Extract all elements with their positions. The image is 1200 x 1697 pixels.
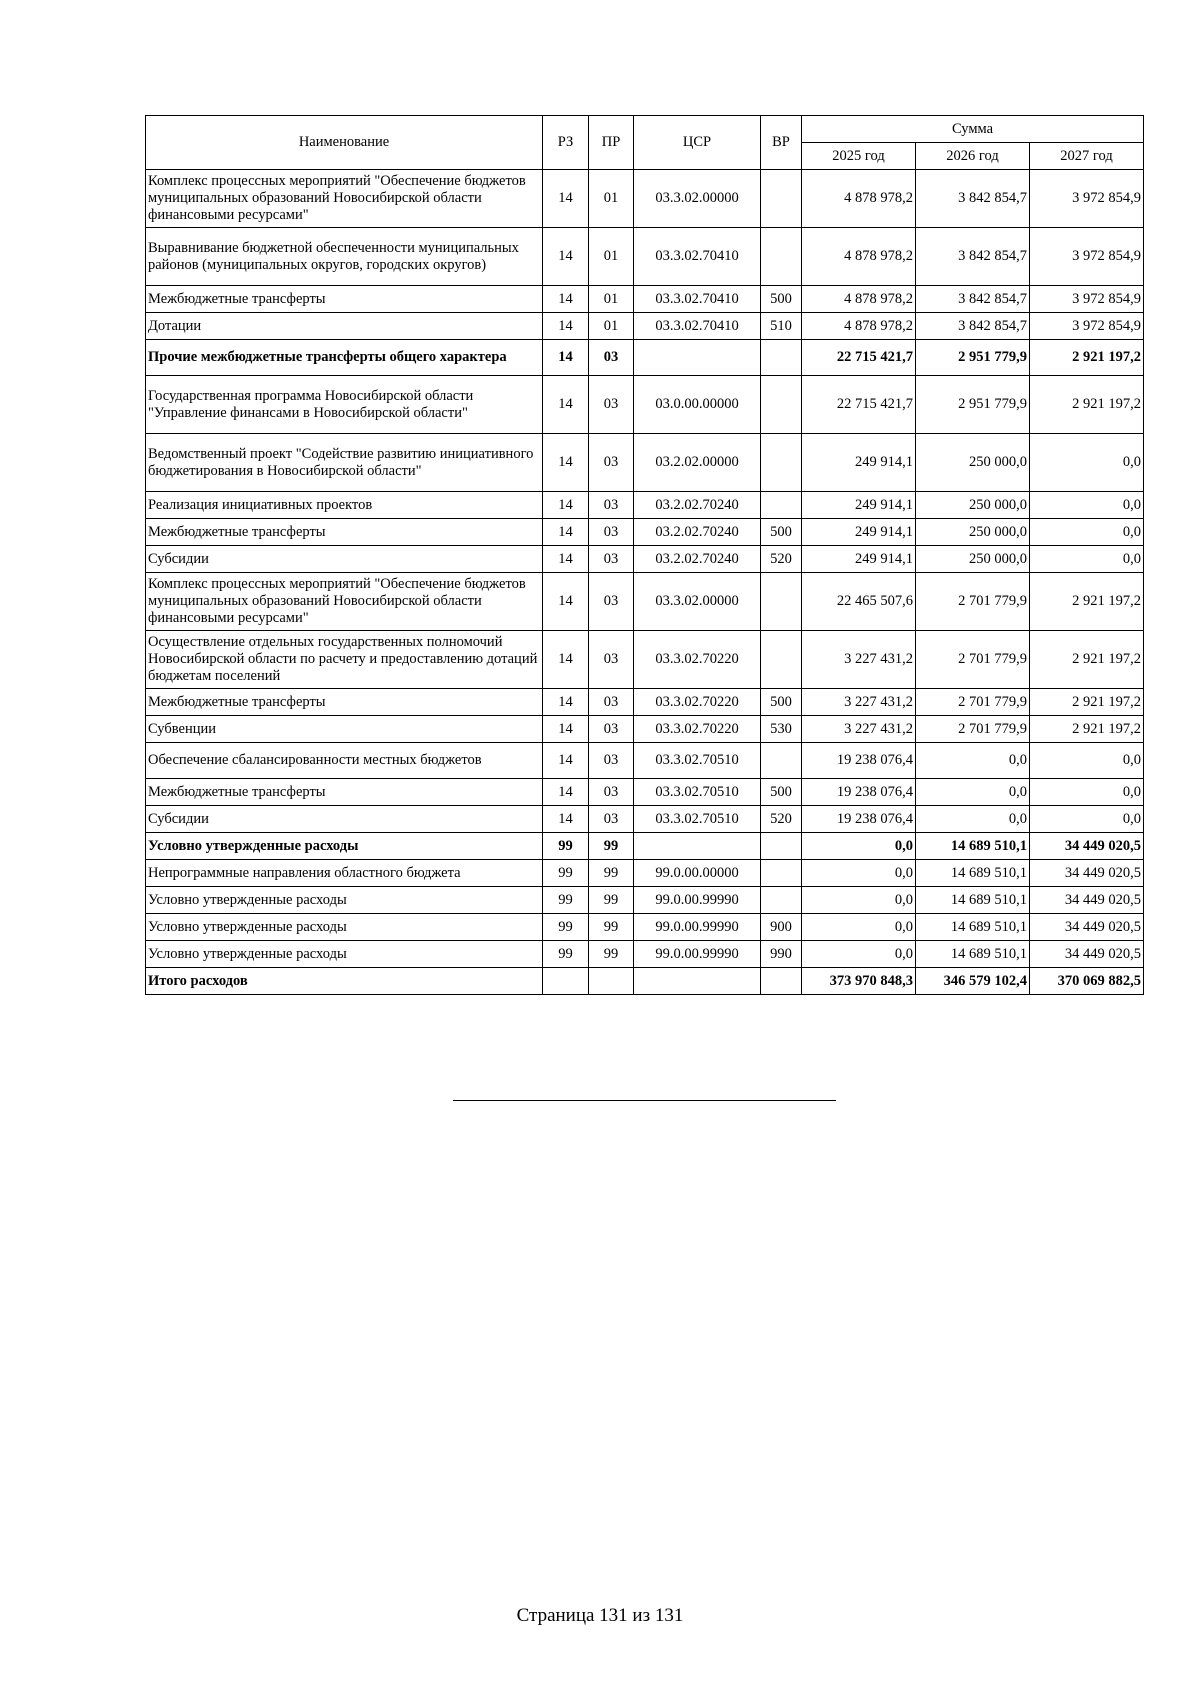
cell-pr: 99 <box>589 860 634 887</box>
cell-csr: 99.0.00.99990 <box>634 914 761 941</box>
cell-y2026: 250 000,0 <box>916 546 1030 573</box>
cell-y2025: 249 914,1 <box>802 546 916 573</box>
cell-rz: 14 <box>543 743 589 779</box>
header-pr: ПР <box>589 116 634 170</box>
cell-name: Условно утвержденные расходы <box>146 887 543 914</box>
cell-name: Субсидии <box>146 546 543 573</box>
cell-y2026: 14 689 510,1 <box>916 914 1030 941</box>
cell-y2026: 14 689 510,1 <box>916 941 1030 968</box>
cell-y2026: 2 701 779,9 <box>916 631 1030 689</box>
cell-csr: 03.3.02.70220 <box>634 716 761 743</box>
cell-pr: 03 <box>589 689 634 716</box>
cell-name: Непрограммные направления областного бюджета <box>146 860 543 887</box>
cell-rz: 14 <box>543 340 589 376</box>
cell-rz: 14 <box>543 806 589 833</box>
cell-vr <box>761 743 802 779</box>
cell-y2027: 2 921 197,2 <box>1030 573 1144 631</box>
cell-y2025: 0,0 <box>802 860 916 887</box>
header-sum: Сумма <box>802 116 1144 143</box>
cell-csr <box>634 968 761 995</box>
cell-y2026: 0,0 <box>916 743 1030 779</box>
cell-y2027: 0,0 <box>1030 519 1144 546</box>
header-csr: ЦСР <box>634 116 761 170</box>
cell-y2025: 4 878 978,2 <box>802 170 916 228</box>
cell-vr: 500 <box>761 519 802 546</box>
cell-y2025: 0,0 <box>802 887 916 914</box>
cell-name: Дотации <box>146 313 543 340</box>
cell-vr: 990 <box>761 941 802 968</box>
cell-csr: 99.0.00.99990 <box>634 887 761 914</box>
cell-vr: 510 <box>761 313 802 340</box>
cell-pr: 03 <box>589 806 634 833</box>
cell-name: Межбюджетные трансферты <box>146 286 543 313</box>
cell-vr: 530 <box>761 716 802 743</box>
cell-y2027: 2 921 197,2 <box>1030 631 1144 689</box>
cell-pr: 03 <box>589 573 634 631</box>
cell-y2027: 2 921 197,2 <box>1030 716 1144 743</box>
cell-pr: 03 <box>589 743 634 779</box>
cell-y2026: 3 842 854,7 <box>916 170 1030 228</box>
cell-y2027: 0,0 <box>1030 779 1144 806</box>
cell-y2027: 3 972 854,9 <box>1030 313 1144 340</box>
cell-name: Субсидии <box>146 806 543 833</box>
cell-pr: 01 <box>589 170 634 228</box>
cell-y2027: 370 069 882,5 <box>1030 968 1144 995</box>
cell-y2025: 22 715 421,7 <box>802 340 916 376</box>
cell-y2025: 4 878 978,2 <box>802 313 916 340</box>
cell-y2026: 2 701 779,9 <box>916 716 1030 743</box>
table-row <box>146 833 1144 860</box>
cell-csr: 03.0.00.00000 <box>634 376 761 434</box>
cell-y2027: 0,0 <box>1030 743 1144 779</box>
cell-vr <box>761 434 802 492</box>
cell-rz: 14 <box>543 716 589 743</box>
cell-name: Обеспечение сбалансированности местных бюджетов <box>146 743 543 779</box>
cell-y2026: 0,0 <box>916 806 1030 833</box>
budget-table <box>145 115 1144 995</box>
cell-pr: 03 <box>589 779 634 806</box>
table-row <box>146 573 1144 631</box>
cell-y2027: 34 449 020,5 <box>1030 914 1144 941</box>
cell-name: Прочие межбюджетные трансферты общего характера <box>146 340 543 376</box>
table-row <box>146 806 1144 833</box>
cell-csr: 03.3.02.70510 <box>634 779 761 806</box>
cell-rz: 14 <box>543 492 589 519</box>
cell-y2026: 250 000,0 <box>916 519 1030 546</box>
table-row <box>146 313 1144 340</box>
cell-y2025: 0,0 <box>802 914 916 941</box>
cell-pr: 01 <box>589 228 634 286</box>
header-rz: РЗ <box>543 116 589 170</box>
table-row <box>146 631 1144 689</box>
cell-vr <box>761 887 802 914</box>
cell-vr <box>761 170 802 228</box>
cell-vr <box>761 860 802 887</box>
cell-vr <box>761 833 802 860</box>
header-vr: ВР <box>761 116 802 170</box>
cell-y2025: 22 715 421,7 <box>802 376 916 434</box>
cell-vr <box>761 376 802 434</box>
cell-pr: 03 <box>589 376 634 434</box>
table-row <box>146 519 1144 546</box>
cell-y2025: 3 227 431,2 <box>802 689 916 716</box>
cell-csr: 03.2.02.00000 <box>634 434 761 492</box>
cell-y2027: 34 449 020,5 <box>1030 833 1144 860</box>
cell-csr: 03.3.02.00000 <box>634 573 761 631</box>
cell-name: Выравнивание бюджетной обеспеченности муниципальных районов (муниципальных округов, городских округов) <box>146 228 543 286</box>
cell-y2025: 249 914,1 <box>802 492 916 519</box>
cell-y2027: 34 449 020,5 <box>1030 860 1144 887</box>
cell-y2025: 19 238 076,4 <box>802 743 916 779</box>
table-row <box>146 887 1144 914</box>
cell-rz: 14 <box>543 376 589 434</box>
cell-y2027: 2 921 197,2 <box>1030 340 1144 376</box>
cell-y2026: 2 951 779,9 <box>916 340 1030 376</box>
cell-pr: 03 <box>589 340 634 376</box>
cell-name: Комплекс процессных мероприятий "Обеспечение бюджетов муниципальных образований Новосибирской области финансовыми ресурсами" <box>146 573 543 631</box>
cell-rz: 99 <box>543 887 589 914</box>
page-number: Страница 131 из 131 <box>516 1605 684 1626</box>
header-name: Наименование <box>146 116 543 170</box>
cell-rz: 99 <box>543 941 589 968</box>
cell-vr: 500 <box>761 779 802 806</box>
cell-y2026: 14 689 510,1 <box>916 860 1030 887</box>
cell-y2026: 250 000,0 <box>916 434 1030 492</box>
cell-rz: 14 <box>543 228 589 286</box>
cell-name: Межбюджетные трансферты <box>146 779 543 806</box>
cell-y2027: 3 972 854,9 <box>1030 228 1144 286</box>
cell-vr <box>761 631 802 689</box>
cell-vr: 500 <box>761 689 802 716</box>
table-row <box>146 860 1144 887</box>
cell-y2026: 346 579 102,4 <box>916 968 1030 995</box>
header-year-2026: 2026 год <box>916 143 1030 170</box>
cell-pr: 03 <box>589 631 634 689</box>
cell-y2025: 22 465 507,6 <box>802 573 916 631</box>
cell-csr: 03.3.02.70410 <box>634 228 761 286</box>
header-row-top <box>146 116 1144 143</box>
cell-rz: 99 <box>543 860 589 887</box>
cell-name: Межбюджетные трансферты <box>146 689 543 716</box>
cell-name: Реализация инициативных проектов <box>146 492 543 519</box>
table-row <box>146 376 1144 434</box>
table-row <box>146 546 1144 573</box>
cell-name: Итого расходов <box>146 968 543 995</box>
end-divider-line <box>453 1100 836 1101</box>
cell-y2025: 3 227 431,2 <box>802 716 916 743</box>
cell-csr: 03.3.02.70410 <box>634 286 761 313</box>
table-row <box>146 434 1144 492</box>
cell-rz: 14 <box>543 631 589 689</box>
cell-y2025: 249 914,1 <box>802 434 916 492</box>
cell-name: Условно утвержденные расходы <box>146 914 543 941</box>
cell-rz: 99 <box>543 833 589 860</box>
cell-csr: 03.3.02.00000 <box>634 170 761 228</box>
cell-vr <box>761 968 802 995</box>
cell-rz: 14 <box>543 519 589 546</box>
cell-y2027: 34 449 020,5 <box>1030 941 1144 968</box>
cell-name: Субвенции <box>146 716 543 743</box>
cell-y2027: 0,0 <box>1030 806 1144 833</box>
cell-pr: 99 <box>589 914 634 941</box>
cell-pr: 01 <box>589 286 634 313</box>
cell-name: Осуществление отдельных государственных полномочий Новосибирской области по расчету и предоставлению дотаций бюджетам поселений <box>146 631 543 689</box>
table-row <box>146 340 1144 376</box>
cell-pr: 03 <box>589 492 634 519</box>
cell-rz: 14 <box>543 286 589 313</box>
cell-name: Комплекс процессных мероприятий "Обеспечение бюджетов муниципальных образований Новосибирской области финансовыми ресурсами" <box>146 170 543 228</box>
table-row <box>146 941 1144 968</box>
cell-y2027: 34 449 020,5 <box>1030 887 1144 914</box>
cell-rz: 14 <box>543 313 589 340</box>
cell-y2026: 2 701 779,9 <box>916 573 1030 631</box>
cell-y2025: 3 227 431,2 <box>802 631 916 689</box>
table-body <box>146 170 1144 995</box>
header-year-2027: 2027 год <box>1030 143 1144 170</box>
cell-pr: 99 <box>589 833 634 860</box>
cell-csr: 03.2.02.70240 <box>634 546 761 573</box>
cell-rz: 14 <box>543 434 589 492</box>
cell-pr: 03 <box>589 716 634 743</box>
table-row <box>146 968 1144 995</box>
cell-rz: 14 <box>543 546 589 573</box>
cell-y2026: 14 689 510,1 <box>916 833 1030 860</box>
cell-csr: 03.3.02.70220 <box>634 631 761 689</box>
cell-vr <box>761 573 802 631</box>
table-row <box>146 779 1144 806</box>
cell-pr <box>589 968 634 995</box>
cell-csr <box>634 340 761 376</box>
table-header <box>146 116 1144 170</box>
table-row <box>146 286 1144 313</box>
cell-rz: 14 <box>543 689 589 716</box>
cell-csr: 03.3.02.70220 <box>634 689 761 716</box>
cell-y2027: 0,0 <box>1030 492 1144 519</box>
table-row <box>146 716 1144 743</box>
cell-name: Условно утвержденные расходы <box>146 833 543 860</box>
cell-vr <box>761 492 802 519</box>
cell-csr: 99.0.00.99990 <box>634 941 761 968</box>
cell-pr: 03 <box>589 546 634 573</box>
table-row <box>146 492 1144 519</box>
cell-csr: 99.0.00.00000 <box>634 860 761 887</box>
cell-y2027: 0,0 <box>1030 546 1144 573</box>
cell-pr: 99 <box>589 941 634 968</box>
cell-rz <box>543 968 589 995</box>
table-row <box>146 228 1144 286</box>
cell-y2026: 0,0 <box>916 779 1030 806</box>
cell-csr: 03.2.02.70240 <box>634 492 761 519</box>
cell-name: Условно утвержденные расходы <box>146 941 543 968</box>
cell-y2026: 3 842 854,7 <box>916 286 1030 313</box>
cell-y2026: 250 000,0 <box>916 492 1030 519</box>
cell-pr: 03 <box>589 519 634 546</box>
cell-rz: 14 <box>543 170 589 228</box>
cell-name: Межбюджетные трансферты <box>146 519 543 546</box>
cell-y2025: 249 914,1 <box>802 519 916 546</box>
cell-pr: 99 <box>589 887 634 914</box>
cell-y2026: 14 689 510,1 <box>916 887 1030 914</box>
cell-y2025: 4 878 978,2 <box>802 228 916 286</box>
cell-y2026: 2 701 779,9 <box>916 689 1030 716</box>
cell-vr <box>761 340 802 376</box>
table-row <box>146 689 1144 716</box>
header-year-2025: 2025 год <box>802 143 916 170</box>
cell-y2025: 0,0 <box>802 941 916 968</box>
cell-y2027: 2 921 197,2 <box>1030 689 1144 716</box>
cell-name: Государственная программа Новосибирской области "Управление финансами в Новосибирской области" <box>146 376 543 434</box>
cell-csr: 03.2.02.70240 <box>634 519 761 546</box>
cell-vr: 520 <box>761 806 802 833</box>
cell-name: Ведомственный проект "Содействие развитию инициативного бюджетирования в Новосибирской области" <box>146 434 543 492</box>
cell-y2026: 2 951 779,9 <box>916 376 1030 434</box>
table-row <box>146 743 1144 779</box>
cell-y2025: 19 238 076,4 <box>802 806 916 833</box>
cell-csr: 03.3.02.70510 <box>634 743 761 779</box>
cell-csr: 03.3.02.70410 <box>634 313 761 340</box>
cell-y2027: 0,0 <box>1030 434 1144 492</box>
table-row <box>146 170 1144 228</box>
cell-vr: 520 <box>761 546 802 573</box>
cell-pr: 03 <box>589 434 634 492</box>
cell-y2025: 4 878 978,2 <box>802 286 916 313</box>
cell-rz: 14 <box>543 573 589 631</box>
cell-y2027: 2 921 197,2 <box>1030 376 1144 434</box>
cell-vr: 900 <box>761 914 802 941</box>
cell-pr: 01 <box>589 313 634 340</box>
cell-csr <box>634 833 761 860</box>
cell-y2025: 373 970 848,3 <box>802 968 916 995</box>
cell-rz: 99 <box>543 914 589 941</box>
cell-y2026: 3 842 854,7 <box>916 313 1030 340</box>
cell-vr <box>761 228 802 286</box>
cell-y2025: 19 238 076,4 <box>802 779 916 806</box>
cell-rz: 14 <box>543 779 589 806</box>
cell-y2026: 3 842 854,7 <box>916 228 1030 286</box>
cell-vr: 500 <box>761 286 802 313</box>
cell-y2027: 3 972 854,9 <box>1030 170 1144 228</box>
cell-csr: 03.3.02.70510 <box>634 806 761 833</box>
cell-y2027: 3 972 854,9 <box>1030 286 1144 313</box>
cell-y2025: 0,0 <box>802 833 916 860</box>
table-row <box>146 914 1144 941</box>
